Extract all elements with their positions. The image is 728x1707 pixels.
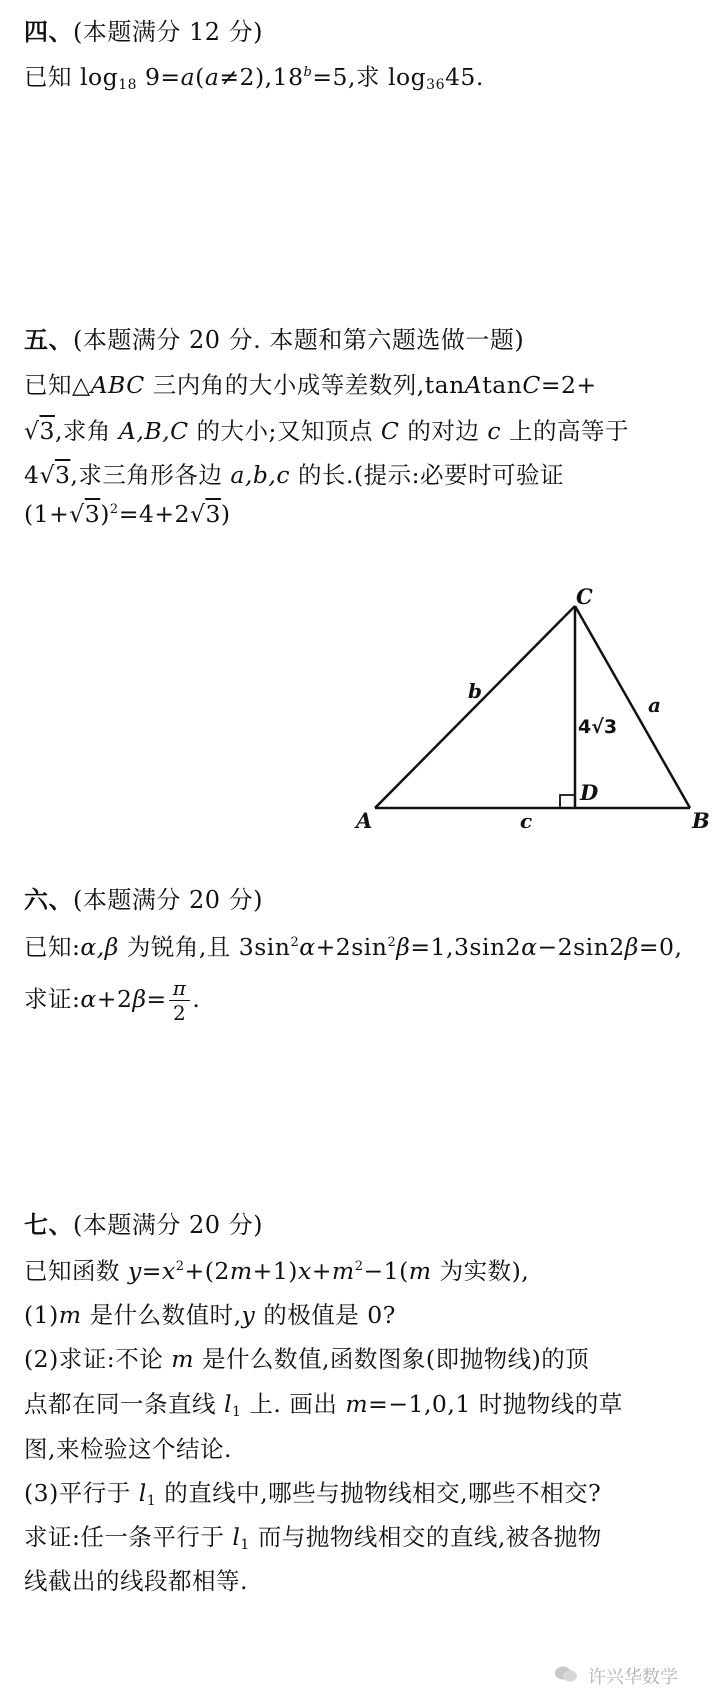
q7-line-5: 图,来检验这个结论.	[24, 1435, 232, 1463]
q5-line-3: 4√3,求三角形各边 a,b,c 的长.(提示:必要时可验证	[24, 461, 565, 489]
label-D: D	[580, 780, 599, 805]
label-b: b	[468, 679, 482, 703]
label-C: C	[576, 584, 593, 609]
label-B: B	[692, 808, 710, 833]
q7-line-2: (1)m 是什么数值时,y 的极值是 0?	[24, 1301, 396, 1329]
q6-heading: 六、(本题满分 20 分)	[24, 885, 264, 914]
q7-line-4: 点都在同一条直线 $l_1$ 上. 画出 m=−1,0,1 时抛物线的草	[24, 1390, 623, 1420]
pi-over-2: $\frac{\pi}{2}$	[169, 978, 191, 1023]
wechat-icon	[553, 1664, 579, 1684]
q7-line-6: (3)平行于 $l_1$ 的直线中,哪些与抛物线相交,哪些不相交?	[24, 1479, 602, 1509]
q4-statement: 已知 $\log_{18} 9=a(a\ne 2),18^b=5$,求 $\log_{36}45$.	[24, 63, 484, 93]
q6-line-2: 求证:α+2β= $\frac{\pi}{2}$ .	[24, 976, 201, 1025]
side-a	[575, 606, 690, 808]
label-A: A	[356, 808, 373, 833]
right-angle-mark	[560, 795, 575, 808]
q7-heading: 七、(本题满分 20 分)	[24, 1210, 264, 1239]
q7-line-8: 线截出的线段都相等.	[24, 1567, 248, 1595]
side-b	[375, 606, 575, 808]
q5-line-1: 已知△ABC 三内角的大小成等差数列,tanAtanC=2+	[24, 371, 597, 399]
q7-line-3: (2)求证:不论 m 是什么数值,函数图象(即抛物线)的顶	[24, 1345, 590, 1373]
q5-line-2: √3,求角 A,B,C 的大小;又知顶点 C 的对边 c 上的高等于	[24, 417, 630, 445]
q7-line-7: 求证:任一条平行于 $l_1$ 而与抛物线相交的直线,被各抛物	[24, 1523, 602, 1553]
label-a: a	[648, 693, 661, 717]
q5-line-4: $(1+√3)^2=4+2√3$)	[24, 500, 231, 528]
label-height: 4√3	[578, 716, 618, 738]
q6-line-1: 已知:α,β 为锐角,且 $3\sin^2\alpha+2\sin^2\beta=1,3\sin 2\alpha-2\sin 2\beta=0$,	[24, 933, 683, 961]
watermark-text: 许兴华数学	[588, 1667, 678, 1688]
q5-heading: 五、(本题满分 20 分. 本题和第六题选做一题)	[24, 325, 525, 354]
q7-line-1: 已知函数 $y=x^2+(2m+1)x+m^2-1(m$ 为实数),	[24, 1257, 530, 1285]
q4-heading: 四、(本题满分 12 分)	[24, 17, 264, 46]
label-c: c	[520, 809, 533, 833]
